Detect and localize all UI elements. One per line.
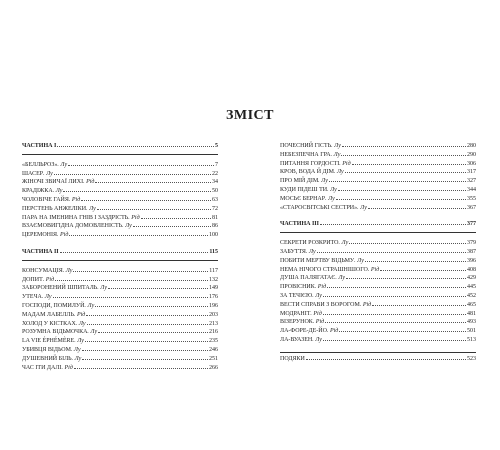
part-label: ЧАСТИНА ІІ — [22, 248, 59, 255]
chapter-title: ПАРА НА ІМЕНИНА ГНІВ І ЗАЗДРІСТЬ — [22, 214, 129, 221]
narrator-suffix: . Лу — [330, 151, 341, 158]
narrator-suffix: . Лу — [354, 257, 364, 264]
page-number: 387 — [467, 248, 476, 255]
entry-label — [22, 303, 94, 311]
dot-leader — [349, 239, 466, 244]
narrator-suffix: . Рід — [339, 160, 351, 167]
chapter-title: ПРОВІСНИК — [280, 284, 315, 291]
toc-entry — [280, 186, 476, 195]
entry-label — [280, 284, 326, 292]
dot-leader — [68, 161, 214, 166]
entry-label — [280, 152, 340, 160]
chapter-title: ЗА ТЕЧІЄЮ — [280, 292, 313, 299]
page-number: 203 — [209, 311, 218, 318]
chapter-title: ЗАБОРОНЕНИЙ ШПИТАЛЬ — [22, 285, 98, 292]
page-number: 115 — [209, 248, 218, 255]
toc-part-heading — [280, 220, 476, 229]
toc-entry — [280, 151, 476, 160]
narrator-suffix: . Рід — [326, 328, 339, 335]
page-number: 216 — [209, 329, 218, 336]
toc-entry — [22, 346, 218, 355]
page-number: 513 — [467, 336, 476, 343]
chapter-title: ХОЛОД У КІСТКАХ — [22, 320, 76, 327]
entry-label — [22, 232, 68, 240]
dot-leader — [323, 336, 466, 341]
toc-entry — [22, 276, 218, 285]
toc-entry — [280, 318, 476, 327]
narrator-suffix: . Лу — [84, 302, 95, 309]
toc-entry — [22, 355, 218, 364]
narrator-suffix: . Лу — [357, 204, 367, 211]
toc-entry — [280, 204, 476, 213]
dot-leader — [342, 142, 466, 147]
narrator-suffix: . Рід — [83, 179, 95, 186]
chapter-title: ПЕРСТЕНЬ АНЖЕЛІКИ — [22, 205, 87, 212]
page-number: 377 — [467, 221, 476, 228]
page-number: 445 — [467, 284, 476, 291]
dot-leader — [74, 364, 208, 369]
page-number: 344 — [467, 186, 476, 193]
dot-leader — [325, 318, 466, 323]
narrator-suffix: . Рід — [314, 284, 327, 291]
page-number: 213 — [209, 320, 218, 327]
chapter-title: КОНСУМАЦІЯ — [22, 267, 63, 274]
chapter-title: ПОЧЕСНИЙ ГІСТЬ — [280, 143, 332, 149]
dot-leader — [85, 337, 208, 342]
entry-label — [22, 347, 81, 355]
page-number: 408 — [467, 266, 476, 273]
entry-label — [280, 187, 337, 195]
dot-leader — [372, 301, 466, 306]
dot-leader — [98, 328, 208, 333]
chapter-title: ДУШЕВНИЙ БІЛЬ — [22, 355, 72, 362]
toc-entry — [280, 292, 476, 301]
toc-entry — [280, 142, 476, 151]
narrator-suffix: . Лу — [318, 178, 328, 185]
narrator-suffix: . Лу — [312, 336, 322, 343]
divider — [22, 154, 218, 155]
entry-label — [280, 337, 322, 345]
dot-leader — [81, 196, 211, 201]
dot-leader — [380, 266, 466, 271]
toc-right-column — [280, 142, 476, 364]
toc-entry — [280, 327, 476, 336]
toc-entry — [22, 284, 218, 293]
toc-entry — [22, 178, 218, 187]
page-number: 266 — [209, 364, 218, 371]
toc-entry — [280, 274, 476, 283]
entry-label — [22, 294, 52, 302]
page-number: 317 — [467, 169, 476, 176]
toc-entry — [22, 293, 218, 302]
page-number: 5 — [215, 143, 218, 149]
divider — [280, 352, 476, 353]
dot-leader — [53, 293, 208, 298]
chapter-title: МАДАМ ЛАБЕЛЛЬ — [22, 311, 74, 318]
entry-label — [22, 188, 62, 196]
toc-entry — [280, 177, 476, 186]
dot-leader — [336, 195, 466, 200]
chapter-title: LA VIE ÉPHÉMÈRE — [22, 338, 75, 345]
divider — [280, 232, 476, 233]
entry-label — [22, 171, 53, 179]
toc-entry — [280, 283, 476, 292]
entry-label — [280, 293, 322, 301]
dot-leader — [368, 204, 466, 209]
entry-label — [22, 162, 67, 170]
narrator-suffix: . Рід — [61, 364, 73, 371]
entry-label — [22, 223, 132, 231]
page-number: 196 — [209, 302, 218, 309]
dot-leader — [95, 302, 208, 307]
chapter-title: ДОПИТ — [22, 276, 43, 283]
chapter-title: СЕКРЕТИ РОЗКРИТО — [280, 240, 339, 247]
chapter-title: ЖІНОЧІ ЗВИЧАЇ ЛИХІ — [22, 179, 84, 186]
entry-label — [22, 365, 73, 373]
entry-label — [280, 196, 335, 204]
chapter-title: ВЗАЄМОВИГІДНА ДОМОВЛЕНІСТЬ — [22, 223, 123, 230]
toc-entry — [22, 170, 218, 179]
narrator-suffix: . Лу — [327, 186, 337, 193]
chapter-title: ЛА-ВУАЗЕН — [280, 336, 313, 343]
toc-entry — [280, 160, 476, 169]
dot-leader — [323, 292, 466, 297]
toc-entry — [22, 267, 218, 276]
toc-entry — [280, 239, 476, 248]
narrator-suffix: . Лу — [122, 223, 132, 230]
toc-entry — [22, 196, 218, 205]
dot-leader — [87, 320, 208, 325]
narrator-suffix: . Лу — [338, 240, 349, 247]
chapter-title: НЕБЕЗПЕЧНА ГРА — [280, 151, 331, 158]
part-label: ЧАСТИНА ІІІ — [280, 221, 319, 228]
entry-label — [22, 277, 54, 285]
dot-leader — [55, 276, 208, 281]
chapter-title: ДУША ПАЛЯГАТАЄ — [280, 275, 336, 282]
page-number: 481 — [467, 310, 476, 317]
entry-label — [280, 240, 348, 248]
chapter-title: УТЕЧА — [22, 294, 42, 301]
page-number: 149 — [209, 285, 218, 292]
entry-label — [22, 206, 96, 214]
page-number: 176 — [209, 294, 218, 301]
narrator-suffix: . Лу — [325, 195, 335, 202]
page-number: 493 — [467, 319, 476, 326]
page-number: 22 — [212, 170, 218, 177]
narrator-suffix: . Лу — [62, 267, 73, 274]
narrator-suffix: . Рід — [312, 319, 325, 326]
entry-label — [22, 321, 86, 329]
page-number: 34 — [212, 179, 218, 186]
chapter-title: КУДИ ПІДЕШ ТИ — [280, 186, 328, 193]
entry-label — [280, 319, 324, 327]
entry-label — [22, 215, 140, 223]
toc-entry — [22, 337, 218, 346]
toc-entry — [22, 187, 218, 196]
page-number: 306 — [467, 160, 476, 167]
page-number: 523 — [467, 355, 476, 362]
toc-entry — [22, 214, 218, 223]
chapter-title: МОДРАНІТ — [280, 310, 311, 317]
page-number: 50 — [212, 188, 218, 195]
page-number: 465 — [467, 301, 476, 308]
page-number: 379 — [467, 240, 476, 247]
chapter-title: ГОСПОДИ, ПОМИЛУЙ — [22, 302, 85, 309]
toc-list-part2-cont — [280, 142, 476, 212]
narrator-suffix: . Рід — [68, 196, 81, 203]
entry-label: ПОДЯКИ — [280, 355, 305, 362]
chapter-title: ЛА-ФОРЕ-ДЕ-ЙО — [280, 328, 327, 335]
dot-leader — [69, 231, 208, 236]
page-number: 396 — [467, 257, 476, 264]
dot-leader — [57, 142, 214, 147]
page-number: 251 — [209, 355, 218, 362]
narrator-suffix: . Лу — [331, 143, 341, 149]
toc-part-heading — [22, 142, 218, 151]
entry-label — [22, 312, 85, 320]
entry-label — [280, 161, 351, 169]
dot-leader — [345, 168, 466, 173]
chapter-title: МОСЬЄ БЕРНАР — [280, 195, 326, 202]
toc-title: ЗМІСТ — [226, 108, 274, 123]
page-number: 327 — [467, 178, 476, 185]
toc-list-part2 — [22, 267, 218, 373]
entry-label — [22, 179, 94, 187]
entry-label — [280, 205, 367, 213]
page-number: 7 — [215, 161, 218, 168]
page-number: 429 — [467, 275, 476, 282]
toc-entry — [22, 328, 218, 337]
toc-entry-acknowledgments — [280, 355, 476, 364]
toc-entry — [280, 248, 476, 257]
narrator-suffix: . Лу — [74, 338, 84, 345]
toc-entry — [22, 320, 218, 329]
dot-leader — [365, 257, 466, 262]
entry-label — [280, 328, 338, 336]
narrator-suffix: . Лу — [333, 169, 344, 176]
chapter-title: ЦЕРЕМОНІЯ — [22, 232, 58, 239]
dot-leader — [82, 355, 208, 360]
page-number: 72 — [212, 205, 218, 212]
narrator-suffix: . Лу — [86, 205, 96, 212]
toc-entry — [22, 222, 218, 231]
narrator-suffix: . Лу — [305, 248, 316, 255]
chapter-title: ЧАС ІТИ ДАЛІ — [22, 364, 62, 371]
dot-leader — [323, 310, 466, 315]
page-number: 117 — [209, 267, 218, 274]
narrator-suffix: . Лу — [41, 294, 52, 301]
toc-entry — [22, 231, 218, 240]
toc-part-heading — [22, 248, 218, 257]
narrator-suffix: . Рід — [310, 310, 322, 317]
page-number: 86 — [212, 223, 218, 230]
narrator-suffix: . Рід — [128, 214, 140, 221]
toc-entry — [280, 266, 476, 275]
toc-entry — [280, 336, 476, 345]
entry-label — [280, 249, 316, 257]
narrator-suffix: . Рід — [42, 276, 55, 283]
chapter-title: УБИВЦЯ ВІДЬОМ — [22, 346, 71, 353]
dot-leader — [346, 274, 466, 279]
part-label: ЧАСТИНА І — [22, 143, 57, 149]
narrator-suffix: . Лу — [312, 292, 322, 299]
dot-leader — [86, 311, 208, 316]
dot-leader — [320, 220, 466, 225]
narrator-suffix: . Лу — [335, 275, 346, 282]
page-number: 100 — [209, 232, 218, 239]
toc-entry — [280, 168, 476, 177]
page-number: 81 — [212, 214, 218, 221]
narrator-suffix: . Лу — [97, 285, 107, 292]
dot-leader — [133, 222, 211, 227]
narrator-suffix: . Лу — [70, 346, 81, 353]
chapter-title: «СТАРОСВІТСЬКІ СЕСТРИ» — [280, 204, 358, 211]
page-number: 235 — [209, 338, 218, 345]
page-number: 280 — [467, 143, 476, 149]
toc-entry — [280, 195, 476, 204]
toc-entry — [22, 161, 218, 170]
chapter-title: ПИТАННЯ ГОРДОСТІ — [280, 160, 340, 167]
page-number: 367 — [467, 204, 476, 211]
narrator-suffix: . Рід — [73, 311, 86, 318]
narrator-suffix: . Лу — [57, 161, 68, 168]
dot-leader — [141, 214, 211, 219]
page-number: 290 — [467, 151, 476, 158]
chapter-title: ЗАБУТТЯ — [280, 248, 306, 255]
narrator-suffix: . Лу — [75, 320, 86, 327]
toc-entry — [22, 205, 218, 214]
entry-label — [22, 338, 84, 346]
dot-leader — [60, 248, 209, 253]
page-number: 132 — [209, 276, 218, 283]
toc-entry — [22, 364, 218, 373]
page-number: 355 — [467, 195, 476, 202]
dot-leader — [108, 284, 208, 289]
dot-leader — [97, 205, 211, 210]
entry-label — [280, 169, 344, 177]
toc-entry — [22, 311, 218, 320]
chapter-title: ПОБИТИ МЕРТВУ ВІДЬМУ — [280, 257, 355, 264]
narrator-suffix: . Лу — [43, 170, 53, 177]
dot-leader — [339, 327, 466, 332]
dot-leader — [63, 187, 211, 192]
chapter-title: НЕМА НІЧОГО СТРАШНІШОГО — [280, 266, 368, 273]
entry-label — [280, 311, 322, 319]
dot-leader — [82, 346, 208, 351]
toc-entry — [280, 301, 476, 310]
chapter-title: ВЕСТИ СПРАВИ З ВОРОГОМ — [280, 301, 360, 308]
page-number: 246 — [209, 346, 218, 353]
dot-leader — [329, 177, 466, 182]
entry-label — [22, 197, 80, 205]
entry-label — [22, 268, 72, 276]
dot-leader — [341, 151, 466, 156]
chapter-title: ЧОЛОВІЧЕ ГАЙЯ — [22, 196, 69, 203]
entry-label — [280, 267, 379, 275]
dot-leader — [327, 283, 466, 288]
entry-label — [280, 302, 371, 310]
narrator-suffix: . Лу — [87, 329, 98, 336]
dot-leader — [54, 170, 211, 175]
dot-leader — [352, 160, 466, 165]
narrator-suffix: . Рід — [367, 266, 380, 273]
narrator-suffix: . Рід — [359, 301, 372, 308]
chapter-title: ПРО МІЙ ДІМ — [280, 178, 319, 185]
entry-label — [280, 275, 345, 283]
chapter-title: РОЗУМНА ВІДЬМОЧКА — [22, 329, 88, 336]
toc-list-part3 — [280, 239, 476, 345]
dot-leader — [95, 178, 211, 183]
dot-leader — [306, 355, 466, 360]
chapter-title: «БЕЛЛЬРОЗ» — [22, 161, 58, 168]
toc-entry — [280, 310, 476, 319]
dot-leader — [73, 267, 208, 272]
entry-label — [22, 285, 107, 293]
toc-entry — [22, 302, 218, 311]
chapter-title: ШАСЕР — [22, 170, 44, 177]
chapter-title: КРАДІЖКА — [22, 188, 53, 195]
dot-leader — [317, 248, 466, 253]
dot-leader — [338, 186, 466, 191]
toc-entry — [280, 257, 476, 266]
divider — [22, 260, 218, 261]
narrator-suffix: . Рід — [57, 232, 69, 239]
entry-label — [280, 143, 341, 151]
chapter-title: КРОВ, ВОДА Й ДІМ — [280, 169, 334, 176]
narrator-suffix: . Лу — [52, 188, 63, 195]
chapter-title: ВІЗЕРУНОК — [280, 319, 313, 326]
entry-label — [280, 258, 364, 266]
page-number: 501 — [467, 328, 476, 335]
toc-left-column — [22, 142, 218, 372]
entry-label — [280, 178, 328, 186]
page-number: 452 — [467, 292, 476, 299]
entry-label — [22, 329, 97, 337]
page-number: 63 — [212, 196, 218, 203]
entry-label — [22, 356, 81, 364]
narrator-suffix: . Лу — [71, 355, 82, 362]
toc-list-part1 — [22, 161, 218, 240]
